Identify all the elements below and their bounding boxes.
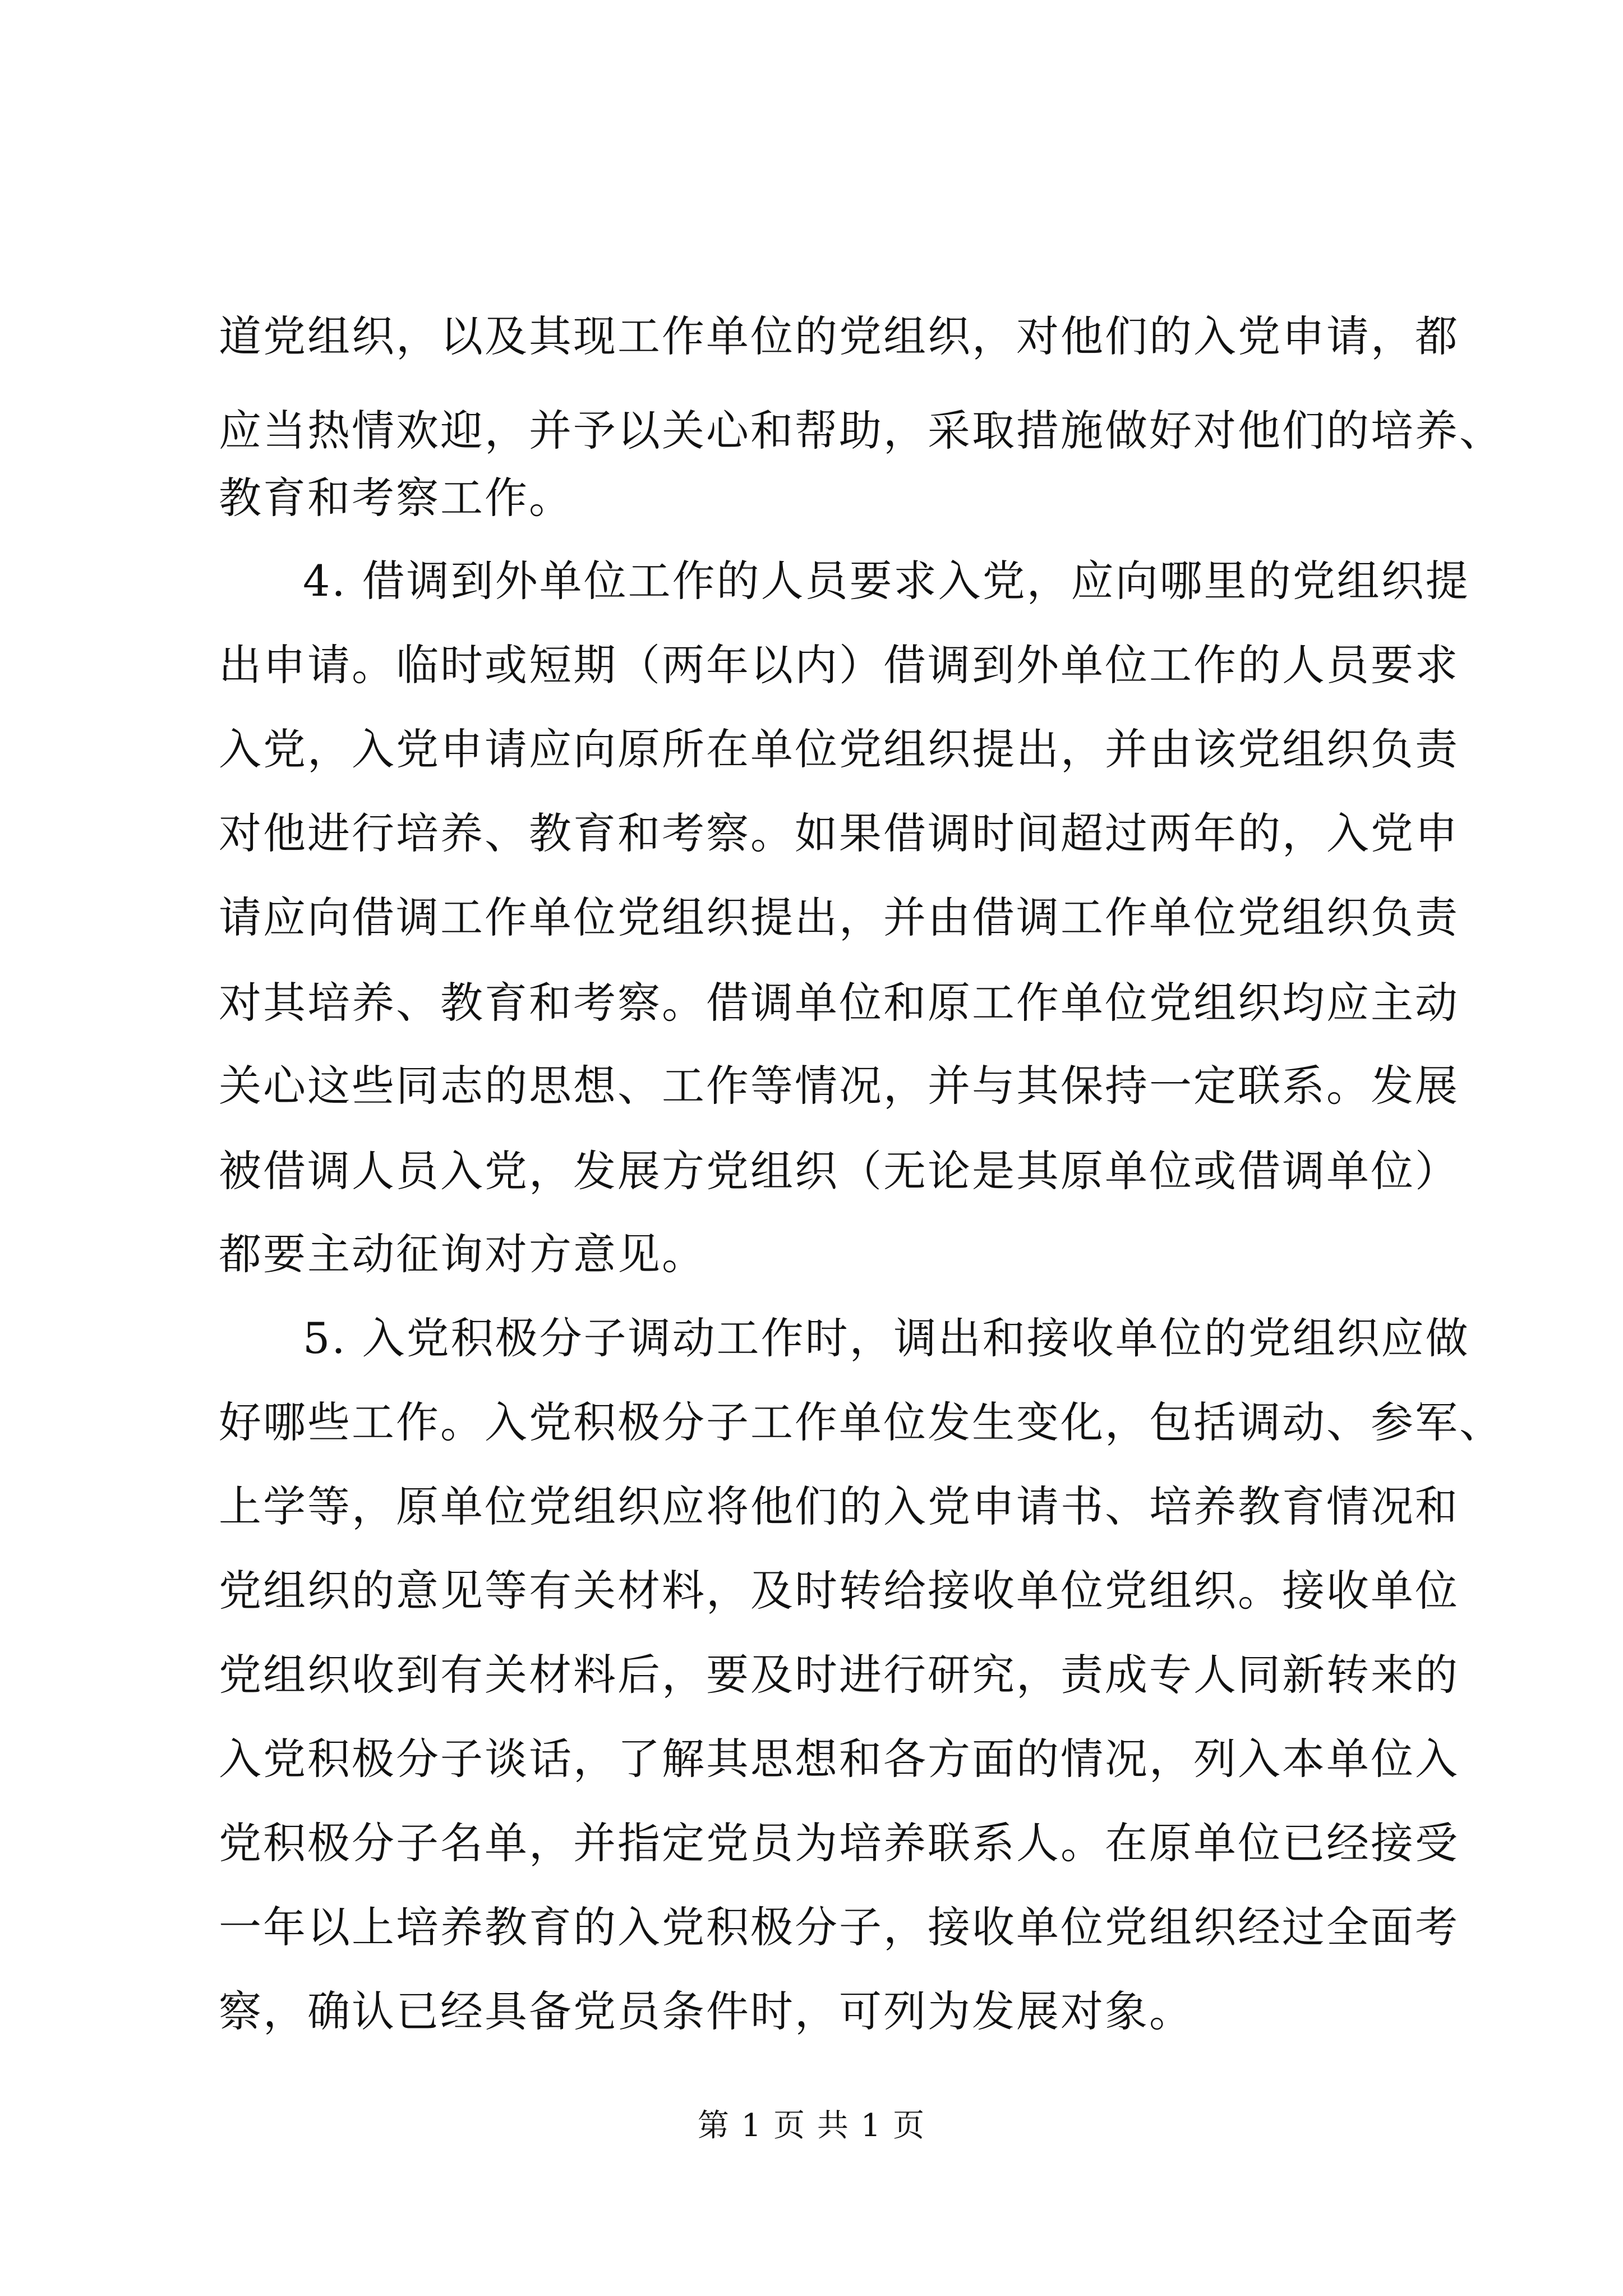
body-text-line: 4. 借调到外单位工作的人员要求入党，应向哪里的党组织提 — [303, 556, 1470, 606]
body-text-line: 一年以上培养教育的入党积极分子，接收单位党组织经过全面考 — [219, 1902, 1459, 1952]
body-text-line: 党组织的意见等有关材料，及时转给接收单位党组织。接收单位 — [219, 1566, 1459, 1616]
body-text-line: 对他进行培养、教育和考察。如果借调时间超过两年的，入党申 — [219, 808, 1459, 858]
body-text-line: 好哪些工作。入党积极分子工作单位发生变化，包括调动、参军、 — [219, 1397, 1504, 1447]
body-text-line: 被借调人员入党，发展方党组织（无论是其原单位或借调单位） — [219, 1146, 1459, 1196]
body-text-line: 上学等，原单位党组织应将他们的入党申请书、培养教育情况和 — [219, 1481, 1459, 1531]
body-text-line: 察，确认已经具备党员条件时，可列为发展对象。 — [219, 1986, 1193, 2036]
body-text-line: 道党组织，以及其现工作单位的党组织，对他们的入党申请，都 — [219, 311, 1459, 361]
body-text-line: 关心这些同志的思想、工作等情况，并与其保持一定联系。发展 — [219, 1061, 1459, 1111]
body-text-line: 5. 入党积极分子调动工作时，调出和接收单位的党组织应做 — [303, 1313, 1470, 1363]
body-text-line: 对其培养、教育和考察。借调单位和原工作单位党组织均应主动 — [219, 978, 1459, 1028]
body-text-line: 入党，入党申请应向原所在单位党组织提出，并由该党组织负责 — [219, 724, 1459, 774]
body-text-line: 应当热情欢迎，并予以关心和帮助，采取措施做好对他们的培养、 — [219, 406, 1504, 455]
body-text-line: 党积极分子名单，并指定党员为培养联系人。在原单位已经接受 — [219, 1818, 1459, 1868]
body-text-line: 党组织收到有关材料后，要及时进行研究，责成专人同新转来的 — [219, 1650, 1459, 1700]
body-text-line: 出申请。临时或短期（两年以内）借调到外单位工作的人员要求 — [219, 640, 1459, 690]
body-text-line: 请应向借调工作单位党组织提出，并由借调工作单位党组织负责 — [219, 892, 1459, 942]
body-text-line: 入党积极分子谈话，了解其思想和各方面的情况，列入本单位入 — [219, 1734, 1459, 1784]
page-footer: 第 1 页 共 1 页 — [697, 2108, 926, 2144]
body-text-line: 教育和考察工作。 — [219, 473, 573, 523]
body-text-line: 都要主动征询对方意见。 — [219, 1229, 706, 1279]
